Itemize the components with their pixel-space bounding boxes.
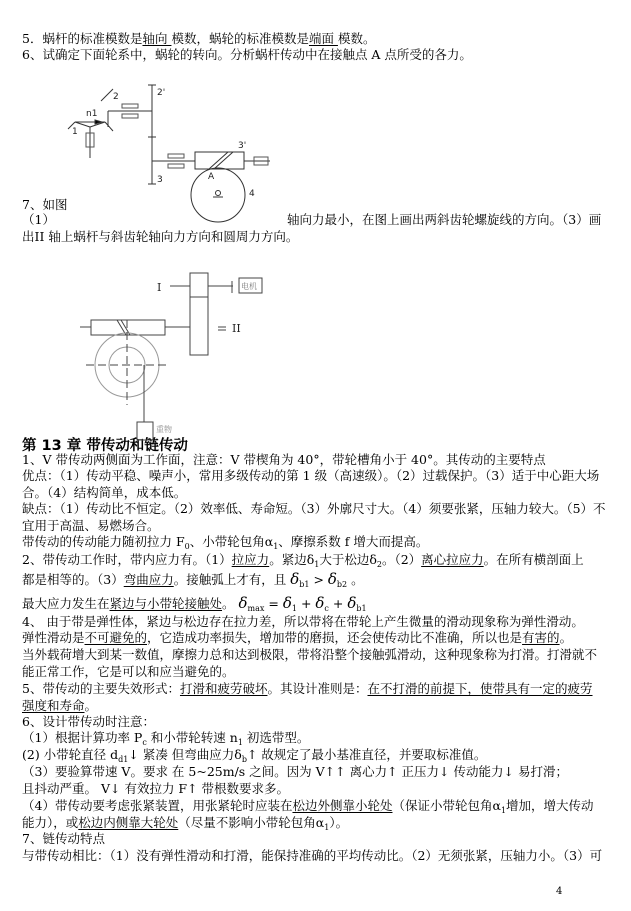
text-segment: 出II 轴上蜗杆与斜齿轮轴向力方向和圆周力方向。 xyxy=(22,229,299,244)
text-segment: 最大应力发生在 xyxy=(22,596,110,611)
underlined-answer: 弯曲应力 xyxy=(123,572,174,587)
shaft-2-label: II xyxy=(232,322,241,335)
subscript: b1 xyxy=(356,604,367,613)
underlined-answer: 端面 xyxy=(308,31,338,46)
text-segment: 与带传动相比：（1）没有弹性滑动和打滑，能保持准确的平均传动比。（2）无须张紧，压轴力小。（3）可 xyxy=(22,848,603,863)
text-segment: 优点：（1）传动平稳、噪声小，常用多级传动的第 1 级（高速级）。（2）过载保护。（3）适于中心距大场 xyxy=(22,468,600,483)
subscript: 2 xyxy=(376,560,382,569)
text-segment: 。其设计准则是： xyxy=(267,681,368,696)
text-segment: （尽量不影响小带轮包角α xyxy=(178,815,325,830)
underlined-answer: 在不打滑的前提下，使带具有一定的疲劳 xyxy=(367,681,593,696)
underlined-answer: 拉应力 xyxy=(231,552,270,567)
subscript: 1 xyxy=(500,806,507,815)
text-segment: 。 xyxy=(559,630,573,645)
text-segment: 6、试确定下面轮系中，蜗轮的转向。分析蜗杆传动中在接触点 A 点所受的各力。 xyxy=(22,47,472,62)
subscript: max xyxy=(247,604,265,613)
text-segment: δ xyxy=(347,594,357,612)
subscript: 0 xyxy=(184,542,190,551)
text-segment: 合。（4）结构简单，成本低。 xyxy=(22,485,187,500)
subscript: 1 xyxy=(273,542,279,551)
text-segment: ↑ 故规定了最小基准直径，并要取标准值。 xyxy=(246,747,487,762)
text-segment: 和小带轮转速 n xyxy=(146,730,238,745)
subscript: c xyxy=(142,738,147,747)
subscript: c xyxy=(324,604,329,613)
motor-label: 电机 xyxy=(241,282,257,291)
gear-train-figure xyxy=(68,85,270,222)
gear-train-labels xyxy=(72,88,255,199)
text-segment: （保证小带轮包角α xyxy=(392,798,501,813)
text-segment: 5、带传动的主要失效形式： xyxy=(22,681,180,696)
text-segment: 能正常工作，它是可以和应当避免的。 xyxy=(22,664,235,679)
subscript: b1 xyxy=(299,580,310,589)
text-segment: 模数。 xyxy=(337,31,376,46)
text-segment: （1）根据计算功率 P xyxy=(22,730,143,745)
underlined-answer: 轴向 xyxy=(142,31,172,46)
subscript: 1 xyxy=(237,738,243,747)
subscript: b xyxy=(241,755,247,764)
text-segment: δ xyxy=(290,570,300,588)
text-segment: 1、V 带传动两侧面为工作面，注意：V 带楔角为 40°，带轮槽角小于 40°。其传动的主要特点 xyxy=(22,452,546,467)
text-segment: 。 xyxy=(347,572,364,587)
text-segment: 。在所有横剖面上 xyxy=(483,552,584,567)
subscript: 1 xyxy=(314,560,320,569)
text-segment: 5．蜗杆的标准模数是 xyxy=(22,31,143,46)
worm-3prime-label: 3' xyxy=(238,141,247,151)
underlined-answer: 有害的 xyxy=(522,630,560,645)
gear-3-label: 3 xyxy=(157,175,163,185)
text-segment: 。接触弧上才有，且 xyxy=(173,572,291,587)
text-segment: = xyxy=(264,596,283,611)
text-segment: ↓ 紧凑 但弯曲应力δ xyxy=(128,747,242,762)
text-segment: （4）带传动要考虑张紧装置，用张紧轮时应装在 xyxy=(22,798,293,813)
text-segment: 轴向力最小，在图上画出两斜齿轮螺旋线的方向。（3）画 xyxy=(287,212,602,227)
text-segment: 7、如图 xyxy=(22,197,68,212)
text-segment: 。 xyxy=(222,596,239,611)
chapter-title: 第 13 章 带传动和链传动 xyxy=(22,438,188,454)
underlined-answer: 打滑和疲劳破坏 xyxy=(179,681,268,696)
text-segment: 弹性滑动是 xyxy=(22,630,85,645)
text-segment: 缺点：（1）传动比不恒定。（2）效率低、寿命短。（3）外廓尺寸大。（4）须要张紧，压轴力较大。（5）不 xyxy=(22,501,606,516)
text-segment: 6、设计带传动时注意： xyxy=(22,714,155,729)
subscript: 1 xyxy=(291,604,297,613)
subscript: d1 xyxy=(118,755,129,764)
underlined-answer: 强度和寿命 xyxy=(22,698,85,713)
text-segment: 大于松边δ xyxy=(319,552,377,567)
gear-2prime-label: 2' xyxy=(157,88,166,98)
gear-1-label: 1 xyxy=(72,127,78,137)
text-segment: 增加，增大传动 xyxy=(506,798,594,813)
text-segment: 7、链传动特点 xyxy=(22,831,105,846)
weight-label: 重物 xyxy=(156,425,172,434)
underlined-answer: 紧边与小带轮接触处 xyxy=(109,596,223,611)
text-segment: 都是相等的。（3） xyxy=(22,572,124,587)
hoist-labels xyxy=(156,281,257,434)
text-segment: 初选带型。 xyxy=(242,730,310,745)
hoist-figure xyxy=(80,273,262,440)
text-segment: 能力），或 xyxy=(22,815,79,830)
subscript: b2 xyxy=(336,580,348,589)
underlined-answer: 离心拉应力 xyxy=(421,552,484,567)
text-segment: δ xyxy=(238,594,248,612)
text-segment: 。紧边δ xyxy=(269,552,315,567)
text-segment: 。 xyxy=(84,698,98,713)
speed-n1-label: n1 xyxy=(86,109,98,119)
text-segment: 当外载荷增大到某一数值，摩擦力总和达到极限，带将沿整个接触弧滑动，这种现象称为打滑。打滑就不 xyxy=(22,647,598,662)
text-segment: 2、带传动工作时，带内应力有。（1） xyxy=(22,552,232,567)
text-segment: ）。 xyxy=(329,815,349,830)
text-segment: （3）要验算带速 V。要求 在 5~25m/s 之间。因为 V↑↑ 离心力↑ 正压力↓ 传动能力↓ 易打滑； xyxy=(22,764,568,779)
contact-point-a-label: A xyxy=(208,172,215,182)
text-segment: （1） xyxy=(22,212,55,227)
text-segment: 、摩擦系数 f 增大而提高。 xyxy=(278,534,429,549)
subscript: 1 xyxy=(324,823,330,832)
text-segment: 且抖动严重。 V↓ 有效拉力 F↑ 带根数要求多。 xyxy=(22,781,290,796)
text-segment: 带传动的传动能力随初拉力 F xyxy=(22,534,185,549)
text-segment: 宜用于高温、易燃场合。 xyxy=(22,518,160,533)
text-segment: 、小带轮包角α xyxy=(189,534,274,549)
shaft-1-label: I xyxy=(157,281,162,294)
underlined-answer: 松边内侧靠大轮处 xyxy=(78,815,179,830)
text-segment: + xyxy=(328,596,348,611)
text-segment: δ xyxy=(315,594,325,612)
text-segment: + xyxy=(296,596,316,611)
text-segment: 模数，蜗轮的标准模数是 xyxy=(171,31,309,46)
underlined-answer: 松边外侧靠小轮处 xyxy=(292,798,393,813)
text-segment: δ xyxy=(327,570,337,588)
text-segment: δ xyxy=(282,594,292,612)
text-segment: (2) 小带轮直径 d xyxy=(22,747,119,762)
worm-wheel-4-label: 4 xyxy=(249,189,255,199)
gear-2-label: 2 xyxy=(113,92,119,102)
text-segment: 4、 由于带是弹性体，紧边与松边存在拉力差，所以带将在带轮上产生微量的滑动现象称为弹性滑动。 xyxy=(22,614,584,629)
text-segment: 。（2） xyxy=(381,552,422,567)
page-number: 4 xyxy=(556,886,563,897)
underlined-answer: 不可避免的 xyxy=(84,630,148,645)
text-segment: ，它造成功率损失，增加带的磨损，还会使传动比不准确，所以也是 xyxy=(147,630,523,645)
text-segment: > xyxy=(309,572,328,587)
